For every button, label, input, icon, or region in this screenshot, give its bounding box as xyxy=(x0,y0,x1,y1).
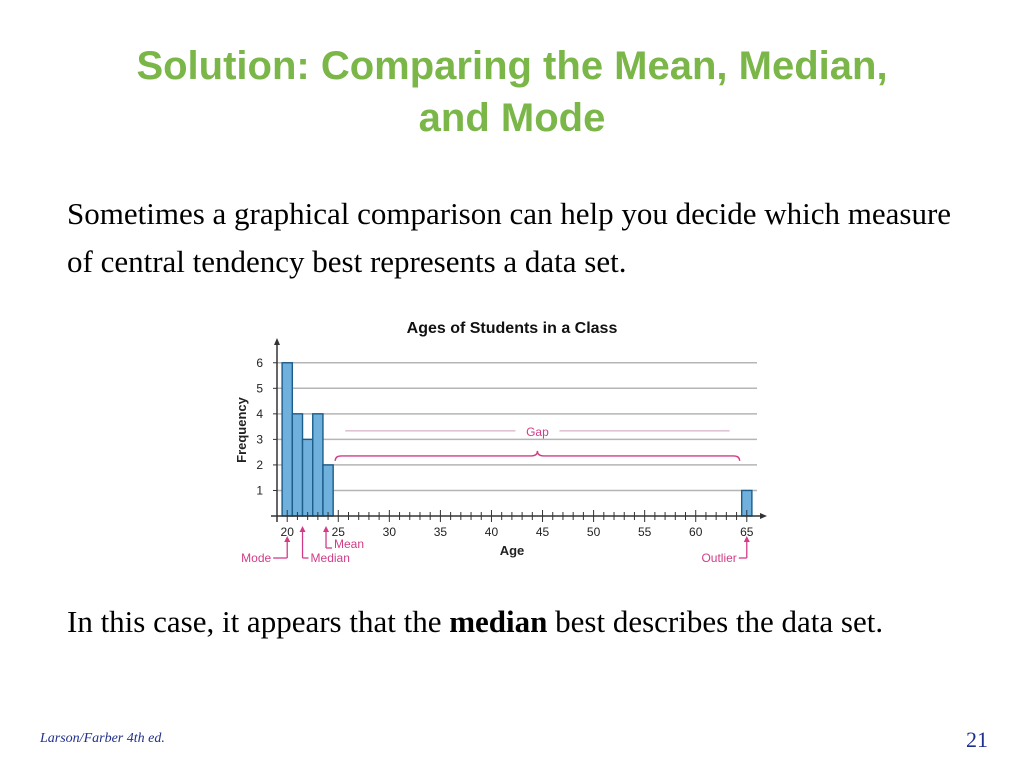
median-arrow-head xyxy=(300,526,306,532)
bar-age-21 xyxy=(292,414,302,516)
x-tick-label-25: 25 xyxy=(331,525,345,539)
conclusion-suffix: best describes the data set. xyxy=(547,604,884,639)
mean-annotation: Mean xyxy=(334,537,365,551)
mode-annotation: Mode xyxy=(241,551,272,565)
title-line-2: and Mode xyxy=(418,96,606,140)
bar-age-22 xyxy=(303,439,313,516)
conclusion-paragraph xyxy=(67,598,967,646)
median-annotation: Median xyxy=(310,551,350,565)
x-tick-label-50: 50 xyxy=(586,525,601,539)
y-axis-arrow xyxy=(274,338,280,345)
x-tick-label-30: 30 xyxy=(382,525,397,539)
intro-paragraph: Sometimes a graphical comparison can help you decide which measure of central tendency best represents a data set. xyxy=(67,196,952,279)
title-line-1: Solution: Comparing the Mean, Median, xyxy=(136,44,888,88)
y-tick-label-6: 6 xyxy=(256,355,263,370)
x-tick-label-45: 45 xyxy=(535,525,550,539)
page-number: 21 xyxy=(966,727,988,752)
conclusion-prefix: In this case, it appears that the xyxy=(67,604,450,639)
x-tick-label-20: 20 xyxy=(280,525,294,539)
outlier-annotation: Outlier xyxy=(701,551,737,565)
y-tick-label-4: 4 xyxy=(256,406,263,421)
y-tick-label-3: 3 xyxy=(256,432,263,447)
x-axis-label: Age xyxy=(499,543,525,558)
bar-age-23 xyxy=(313,414,323,516)
y-tick-label-5: 5 xyxy=(256,381,263,396)
mean-arrow-head xyxy=(323,526,329,532)
chart-title: Ages of Students in a Class xyxy=(406,320,618,337)
bar-age-20 xyxy=(282,363,292,516)
y-axis-label: Frequency xyxy=(234,397,249,463)
gap-annotation: Gap xyxy=(526,424,549,439)
y-tick-label-2: 2 xyxy=(256,457,263,472)
x-tick-label-65: 65 xyxy=(740,525,754,539)
age-histogram-chart xyxy=(222,310,767,575)
x-tick-label-35: 35 xyxy=(433,525,448,539)
gap-brace xyxy=(335,451,739,461)
slide-title xyxy=(40,40,984,144)
x-tick-label-60: 60 xyxy=(689,525,703,539)
x-tick-label-55: 55 xyxy=(637,525,652,539)
footer-citation: Larson/Farber 4th ed. xyxy=(40,731,165,746)
x-tick-label-40: 40 xyxy=(484,525,499,539)
y-tick-label-1: 1 xyxy=(256,483,263,498)
x-axis-arrow xyxy=(760,513,767,519)
conclusion-bold: median xyxy=(449,604,548,639)
grid-lines xyxy=(277,363,757,491)
bar-age-24 xyxy=(323,465,333,516)
